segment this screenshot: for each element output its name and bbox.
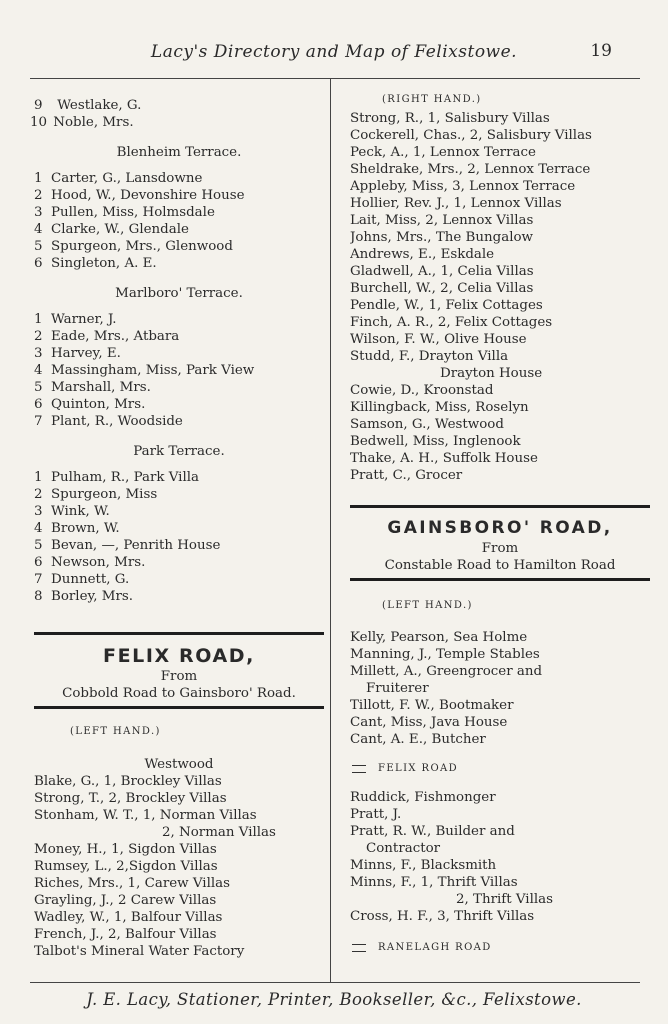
list-item: 4 Clarke, W., Glendale bbox=[34, 222, 189, 237]
road-route: Constable Road to Hamilton Road bbox=[384, 558, 616, 573]
list-item-continuation: Contractor bbox=[366, 841, 441, 856]
section-heading-marlboro: Marlboro' Terrace. bbox=[115, 286, 243, 301]
list-item: 8 Borley, Mrs. bbox=[34, 589, 134, 604]
list-item: Grayling, J., 2 Carew Villas bbox=[34, 893, 217, 908]
list-item: Tillott, F. W., Bootmaker bbox=[350, 698, 514, 713]
list-item: Riches, Mrs., 1, Carew Villas bbox=[34, 876, 230, 891]
list-item: 7 Plant, R., Woodside bbox=[34, 414, 183, 429]
list-item: 1 Carter, G., Lansdowne bbox=[34, 171, 203, 186]
list-item: Pratt, R. W., Builder and bbox=[350, 824, 515, 839]
road-title-gainsboro: GAINSBORO' ROAD, bbox=[387, 518, 613, 538]
list-item: Studd, F., Drayton Villa bbox=[350, 349, 509, 364]
road-title-felix: FELIX ROAD, bbox=[103, 645, 255, 667]
list-item: 6 Newson, Mrs. bbox=[34, 555, 146, 570]
list-item: Hollier, Rev. J., 1, Lennox Villas bbox=[350, 196, 562, 211]
list-item: Finch, A. R., 2, Felix Cottages bbox=[350, 315, 553, 330]
list-item: 6 Singleton, A. E. bbox=[34, 256, 157, 271]
road-from: From bbox=[160, 669, 198, 684]
road-from: From bbox=[481, 541, 519, 556]
list-item: Minns, F., Blacksmith bbox=[350, 858, 497, 873]
list-item: Talbot's Mineral Water Factory bbox=[34, 944, 245, 959]
side-label: (LEFT HAND.) bbox=[70, 726, 161, 737]
list-item: 2 Spurgeon, Miss bbox=[34, 487, 158, 502]
list-item: 4 Massingham, Miss, Park View bbox=[34, 363, 255, 378]
list-item-continuation: Fruiterer bbox=[366, 681, 429, 696]
list-item: 2 Hood, W., Devonshire House bbox=[34, 188, 245, 203]
section-heading-blenheim: Blenheim Terrace. bbox=[116, 145, 242, 160]
list-item: Kelly, Pearson, Sea Holme bbox=[350, 630, 528, 645]
page-number: 19 bbox=[590, 41, 612, 61]
list-item: Peck, A., 1, Lennox Terrace bbox=[350, 145, 536, 160]
list-item: 3 Wink, W. bbox=[34, 504, 110, 519]
left-column bbox=[30, 97, 324, 960]
page-header-title: Lacy's Directory and Map of Felixstowe. bbox=[150, 42, 518, 62]
side-label: (LEFT HAND.) bbox=[382, 600, 473, 611]
road-route: Cobbold Road to Gainsboro' Road. bbox=[62, 686, 296, 701]
list-item: Rumsey, L., 2,Sigdon Villas bbox=[34, 859, 218, 874]
list-item: Bedwell, Miss, Inglenook bbox=[350, 434, 521, 449]
list-item: Pratt, J. bbox=[350, 807, 402, 822]
list-item: Millett, A., Greengrocer and bbox=[350, 664, 543, 679]
footer-rule bbox=[30, 982, 640, 983]
list-item: Pratt, C., Grocer bbox=[350, 468, 463, 483]
list-item: Killingback, Miss, Roselyn bbox=[350, 400, 529, 415]
list-item: 2 Eade, Mrs., Atbara bbox=[34, 329, 180, 344]
list-item: Sheldrake, Mrs., 2, Lennox Terrace bbox=[350, 162, 591, 177]
cross-road-ranelagh: RANELAGH ROAD bbox=[350, 939, 650, 956]
list-item: 9 Westlake, G. bbox=[34, 98, 142, 113]
list-item: 5 Bevan, —, Penrith House bbox=[34, 538, 221, 553]
sub-heading-westwood: Westwood bbox=[144, 757, 214, 772]
list-item: Strong, R., 1, Salisbury Villas bbox=[350, 111, 550, 126]
list-item: Pendle, W., 1, Felix Cottages bbox=[350, 298, 543, 313]
list-item: Cant, Miss, Java House bbox=[350, 715, 508, 730]
list-item: Lait, Miss, 2, Lennox Villas bbox=[350, 213, 534, 228]
header-rule bbox=[30, 78, 640, 79]
equals-icon bbox=[352, 765, 366, 773]
list-item-continuation: 2, Thrift Villas bbox=[456, 892, 554, 907]
list-item: 3 Pullen, Miss, Holmsdale bbox=[34, 205, 215, 220]
list-item: Stonham, W. T., 1, Norman Villas bbox=[34, 808, 257, 823]
list-item: Wadley, W., 1, Balfour Villas bbox=[34, 910, 223, 925]
cross-road-felix: FELIX ROAD bbox=[350, 760, 650, 777]
list-item: Manning, J., Temple Stables bbox=[350, 647, 540, 662]
list-item: Minns, F., 1, Thrift Villas bbox=[350, 875, 518, 890]
list-item-continuation: 2, Norman Villas bbox=[162, 825, 276, 840]
list-item: French, J., 2, Balfour Villas bbox=[34, 927, 217, 942]
list-item: Cant, A. E., Butcher bbox=[350, 732, 486, 747]
list-item: Gladwell, A., 1, Celia Villas bbox=[350, 264, 534, 279]
list-item: Cowie, D., Kroonstad bbox=[350, 383, 494, 398]
list-item: Strong, T., 2, Brockley Villas bbox=[34, 791, 227, 806]
list-item: 7 Dunnett, G. bbox=[34, 572, 130, 587]
list-item: 5 Marshall, Mrs. bbox=[34, 380, 151, 395]
list-item: Cross, H. F., 3, Thrift Villas bbox=[350, 909, 535, 924]
list-item: 6 Quinton, Mrs. bbox=[34, 397, 146, 412]
list-item: Appleby, Miss, 3, Lennox Terrace bbox=[350, 179, 576, 194]
section-heading-park: Park Terrace. bbox=[133, 444, 225, 459]
list-item: 10 Noble, Mrs. bbox=[30, 115, 134, 130]
equals-icon bbox=[352, 944, 366, 952]
page-footer: J. E. Lacy, Stationer, Printer, Bookseller, &c., Felixstowe. bbox=[86, 990, 582, 1009]
side-label: (RIGHT HAND.) bbox=[382, 94, 482, 105]
list-item: 4 Brown, W. bbox=[34, 521, 120, 536]
list-item: 1 Warner, J. bbox=[34, 312, 117, 327]
column-divider bbox=[330, 78, 331, 982]
right-column bbox=[350, 91, 650, 956]
list-item: Cockerell, Chas., 2, Salisbury Villas bbox=[350, 128, 592, 143]
list-item: 5 Spurgeon, Mrs., Glenwood bbox=[34, 239, 233, 254]
list-item: Burchell, W., 2, Celia Villas bbox=[350, 281, 534, 296]
list-item: 3 Harvey, E. bbox=[34, 346, 121, 361]
list-item: Ruddick, Fishmonger bbox=[350, 790, 496, 805]
list-item: Johns, Mrs., The Bungalow bbox=[350, 230, 534, 245]
list-item: Money, H., 1, Sigdon Villas bbox=[34, 842, 217, 857]
list-item-continuation: Drayton House bbox=[440, 366, 543, 381]
list-item: Andrews, E., Eskdale bbox=[350, 247, 495, 262]
list-item: Blake, G., 1, Brockley Villas bbox=[34, 774, 222, 789]
list-item: Wilson, F. W., Olive House bbox=[350, 332, 527, 347]
list-item: 1 Pulham, R., Park Villa bbox=[34, 470, 200, 485]
list-item: Samson, G., Westwood bbox=[350, 417, 504, 432]
list-item: Thake, A. H., Suffolk House bbox=[350, 451, 538, 466]
